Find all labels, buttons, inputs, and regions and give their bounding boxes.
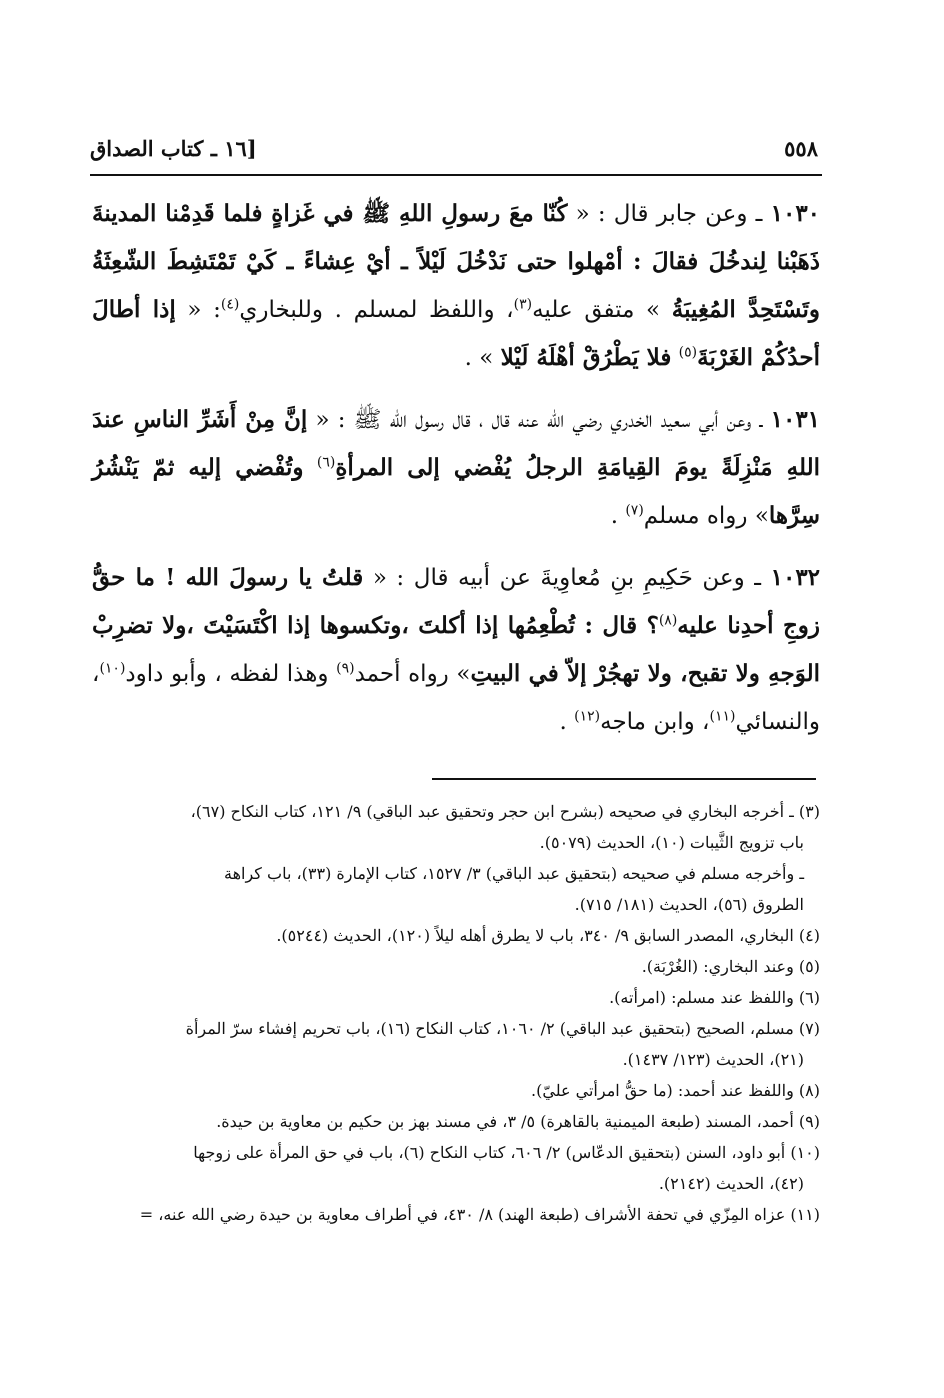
hadith-intro: ـ وعن أبي سعيد الخدري رضي الله عنه قال ، قال رسول الله ﷺ : «	[315, 407, 763, 433]
hadith-end: » .	[464, 345, 494, 371]
footnote-ref[interactable]: (٨)	[658, 612, 678, 629]
hadith-1031	[92, 396, 820, 540]
footnote-ref[interactable]: (١٠)	[99, 660, 126, 677]
hadith-note: : «	[187, 297, 221, 323]
footnote-6: (٦) واللفظ عند مسلم: (امرأته).	[609, 988, 820, 1007]
hadith-source: » رواه أحمد	[354, 661, 471, 687]
main-text	[92, 190, 820, 760]
hadith-number: ١٠٣٠	[770, 200, 821, 227]
footnote-10-cont: (٤٢)، الحديث (٢١٤٢).	[658, 1174, 804, 1193]
page-number: ٥٥٨	[784, 135, 818, 161]
hadith-end: .	[559, 709, 567, 735]
footnote-8: (٨) واللفظ عند أحمد: (ما حقُّ امرأتي عليّ).	[531, 1081, 820, 1100]
hadith-1032	[92, 554, 820, 746]
header-divider	[90, 174, 822, 176]
hadith-number: ١٠٣٢	[770, 564, 821, 591]
hadith-text: كُنّا معَ رسولِ اللهِ ﷺ في غَزاةٍ فلما قَدِمْنا المدينةَ ذَهَبْنا لِندخُلَ فقالَ : أمْهلوا حتى نَدْخُلَ لَيْلاً ـ أيْ عِشاءً ـ كَيْ تَمْتَشِطَ الشّعِثَةُ وتَسْتَحِدَّ المُغِيبَةُ	[92, 200, 820, 323]
footnote-3-muslim: ـ وأخرجه مسلم في صحيحه (بتحقيق عبد الباقي) ٣/ ١٥٢٧، كتاب الإمارة (٣٣)، باب كراهة	[224, 864, 804, 883]
footnote-ref[interactable]: (١١)	[709, 708, 736, 725]
chapter-title: [١٦ ـ كتاب الصداق	[90, 135, 257, 161]
footnote-4: (٤) البخاري، المصدر السابق ٩/ ٣٤٠، باب لا يطرق أهله ليلاً (١٢٠)، الحديث (٥٢٤٤).	[276, 926, 820, 945]
footnote-ref[interactable]: (٩)	[336, 660, 355, 677]
hadith-source: » رواه مسلم	[643, 503, 769, 529]
footnote-3-muslim-cont: الطروق (٥٦)، الحديث (١٨١/ ٧١٥).	[574, 895, 804, 914]
footnote-ref[interactable]: (٦)	[316, 454, 336, 471]
footnote-10: (١٠) أبو داود، السنن (بتحقيق الدعّاس) ٢/ ٦٠٦، كتاب النكاح (٦)، باب في حق المرأة على زوجها	[193, 1143, 820, 1162]
hadith-note: ، واللفظ لمسلم . وللبخاري	[239, 297, 514, 323]
footnote-divider	[432, 778, 816, 780]
footnotes	[92, 796, 820, 1230]
hadith-number: ١٠٣١	[770, 406, 821, 433]
footnote-9: (٩) أحمد، المسند (طبعة الميمنية بالقاهرة) ٥/ ٣، في مسند بهز بن حكيم بن معاوية بن حيدة.	[216, 1112, 820, 1131]
hadith-1030	[92, 190, 820, 382]
footnote-11: (١١) عزاه المِزّي في تحفة الأشراف (طبعة الهند) ٨/ ٤٣٠، في أطراف معاوية بن حيدة رضي الله عنه، =	[139, 1205, 820, 1224]
hadith-note: وهذا لفظه ، وأبو داود	[125, 661, 329, 687]
hadith-intro: ـ وعن جابر قال : «	[575, 201, 763, 227]
footnote-ref[interactable]: (٥)	[678, 344, 698, 361]
hadith-intro: ـ وعن حَكِيمِ بنِ مُعاوِيةَ عن أبيه قال : «	[372, 565, 762, 591]
hadith-text: وتُفْضي إليه ثمّ يَنْشُرُ سِرَّها	[92, 454, 820, 529]
hadith-note: ، وابن ماجه	[600, 709, 710, 735]
hadith-text: إذا أطالَ أحدُكُمْ الغَرْبَةَ	[92, 296, 820, 371]
page-header	[90, 128, 818, 168]
hadith-source: » متفق عليه	[532, 297, 661, 323]
footnote-ref[interactable]: (٤)	[220, 296, 240, 313]
hadith-text: فلا يَطْرُقْ أهْلَهُ لَيْلا	[500, 344, 672, 371]
hadith-text: قلتُ يا رسولَ الله ! ما حقُّ زوجِ أحدِنا عليه	[92, 564, 821, 639]
hadith-note: ، والنسائي	[92, 661, 820, 735]
footnote-5: (٥) وعند البخاري: (الغُرْبَة).	[641, 957, 820, 976]
footnote-ref[interactable]: (٣)	[513, 296, 533, 313]
footnote-7-cont: (٢١)، الحديث (١٢٣/ ١٤٣٧).	[622, 1050, 804, 1069]
hadith-end: .	[610, 503, 618, 529]
footnote-3: (٣) ـ أخرجه البخاري في صحيحه (بشرح ابن حجر وتحقيق عبد الباقي) ٩/ ١٢١، كتاب النكاح (٦٧)،	[190, 802, 820, 821]
hadith-text: إنَّ مِنْ أَشَرِّ الناسِ عندَ اللهِ مَنْزِلَةً يومَ القِيامَةِ الرجلُ يُفْضي إلى المرأةِ	[92, 406, 820, 481]
footnote-ref[interactable]: (١٢)	[574, 708, 601, 725]
footnote-ref[interactable]: (٧)	[625, 502, 644, 519]
footnote-7: (٧) مسلم، الصحيح (بتحقيق عبد الباقي) ٢/ ١٠٦٠، كتاب النكاح (١٦)، باب تحريم إفشاء سرّ المرأة	[185, 1019, 820, 1038]
footnote-3-cont: باب تزويج الثَّيبات (١٠)، الحديث (٥٠٧٩).	[539, 833, 804, 852]
hadith-text: ؟ قال : تُطْعِمُها إذا أكلتَ ،وتكسوها إذا اكْتَسَيْتَ ،ولا تضرِبْ الوَجهِ ولا تقبح، ولا تهجُرْ إلاّ في البيتِ	[92, 612, 821, 687]
